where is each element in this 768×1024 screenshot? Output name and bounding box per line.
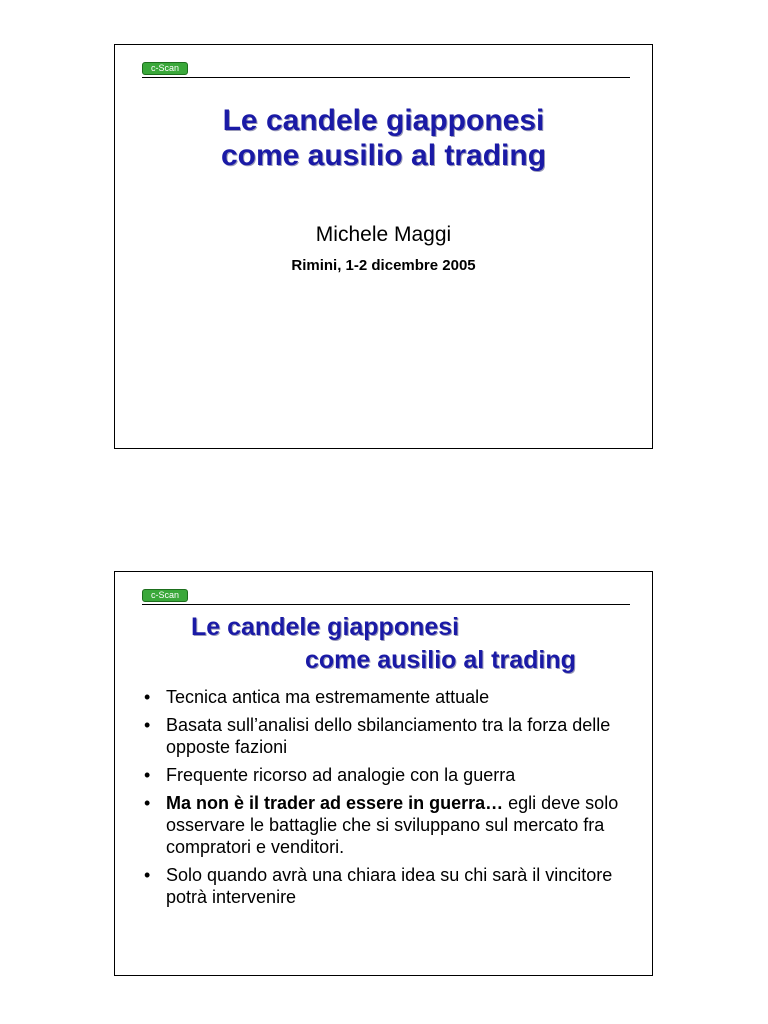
bullet-item — [142, 714, 622, 758]
slide-2 — [114, 571, 653, 976]
slide-title-line-1: Le candele giapponesi — [222, 104, 545, 137]
bullet-item — [142, 792, 622, 858]
bullet-text: egli deve solo osservare le battaglie che si sviluppano sul mercato fra compratori e venditori. — [166, 793, 619, 857]
author-name: Michele Maggi — [315, 223, 452, 246]
bullet-text: Frequente ricorso ad analogie con la guerra — [166, 765, 516, 785]
bullet-text: Solo quando avrà una chiara idea su chi sarà il vincitore potrà intervenire — [166, 865, 613, 907]
slide-1 — [114, 44, 653, 449]
event-date: Rimini, 1-2 dicembre 2005 — [291, 257, 476, 274]
slide-title-line-2: come ausilio al trading — [220, 139, 547, 172]
bullet-list — [142, 686, 622, 914]
bullet-icon: • — [144, 765, 151, 785]
slide-title-line-2: come ausilio al trading — [305, 646, 576, 674]
bullet-icon: • — [144, 687, 151, 707]
c-scan-logo: c-Scan — [142, 589, 188, 602]
bullet-icon: • — [144, 793, 151, 813]
header-rule — [142, 77, 630, 78]
bullet-icon: • — [144, 715, 151, 735]
bullet-icon: • — [144, 865, 151, 885]
slide-title-line-1: Le candele giapponesi — [191, 613, 460, 641]
bullet-item — [142, 686, 622, 708]
bullet-bold-text: Ma non è il trader ad essere in guerra… — [166, 793, 504, 813]
bullet-text: Basata sull’analisi dello sbilanciamento tra la forza delle opposte fazioni — [166, 715, 611, 757]
bullet-item — [142, 864, 622, 908]
bullet-item — [142, 764, 622, 786]
bullet-text: Tecnica antica ma estremamente attuale — [166, 687, 490, 707]
c-scan-logo: c-Scan — [142, 62, 188, 75]
header-rule — [142, 604, 630, 605]
slide-title — [115, 103, 652, 173]
